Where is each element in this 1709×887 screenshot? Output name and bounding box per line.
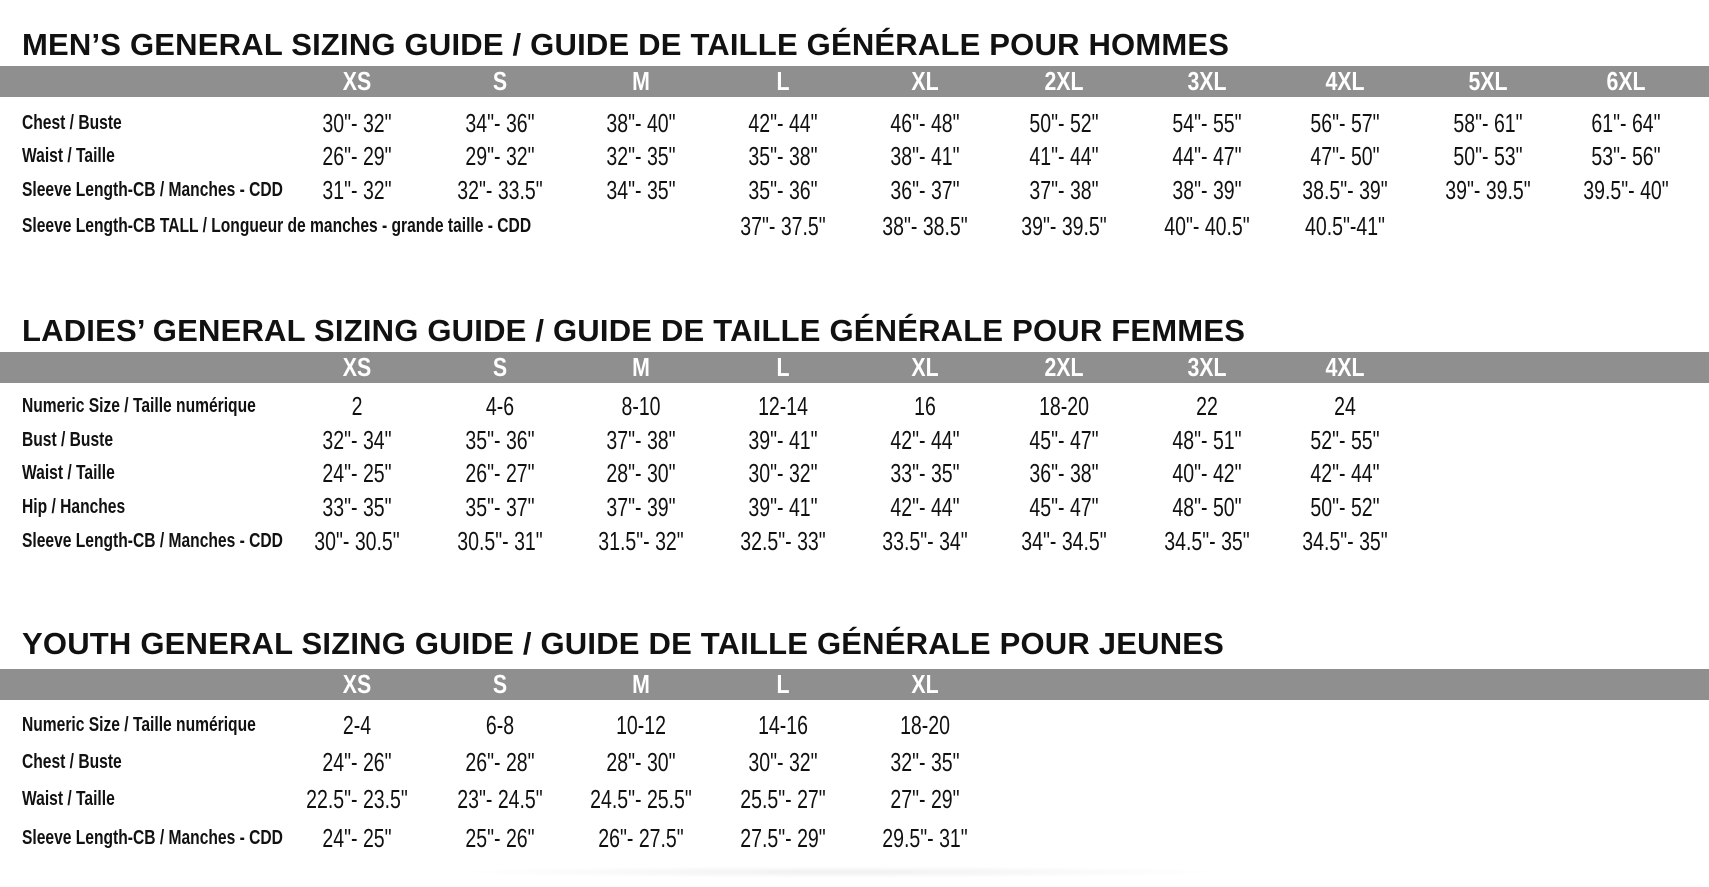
table-cell: 37"- 39" — [606, 492, 676, 522]
table-cell: 24 — [1334, 391, 1356, 421]
row-label: Sleeve Length-CB / Manches - CDD — [22, 179, 283, 201]
table-cell: 41"- 44" — [1029, 141, 1099, 171]
table-cell: 33.5"- 34" — [882, 526, 968, 556]
table-cell: 50"- 52" — [1310, 492, 1380, 522]
youth-row-numeric — [0, 709, 1709, 741]
table-cell: 31.5"- 32" — [598, 526, 684, 556]
mens-size-l: L — [776, 66, 790, 96]
table-cell: 33"- 35" — [890, 458, 960, 488]
table-cell: 8-10 — [621, 391, 661, 421]
table-cell: 30"- 32" — [322, 108, 392, 138]
table-cell: 47"- 50" — [1310, 141, 1380, 171]
table-cell: 38"- 40" — [606, 108, 676, 138]
youth-row-waist — [0, 783, 1709, 815]
ladies-size-m: M — [632, 352, 650, 382]
mens-row-sleeve — [0, 174, 1709, 206]
table-cell: 24"- 26" — [322, 747, 392, 777]
ladies-row-hip — [0, 491, 1709, 523]
table-cell: 29"- 32" — [465, 141, 535, 171]
table-cell: 40.5"-41" — [1305, 211, 1385, 241]
table-cell: 54"- 55" — [1172, 108, 1242, 138]
table-cell: 34"- 35" — [606, 175, 676, 205]
row-label: Waist / Taille — [22, 788, 115, 810]
table-cell: 34.5"- 35" — [1302, 526, 1388, 556]
mens-size-3xl: 3XL — [1187, 66, 1227, 96]
table-cell: 39"- 39.5" — [1445, 175, 1531, 205]
table-cell: 39"- 41" — [748, 425, 818, 455]
table-cell: 35"- 37" — [465, 492, 535, 522]
table-cell: 26"- 27" — [465, 458, 535, 488]
mens-row-waist — [0, 140, 1709, 172]
table-cell: 26"- 29" — [322, 141, 392, 171]
table-cell: 37"- 37.5" — [740, 211, 826, 241]
ladies-size-2xl: 2XL — [1044, 352, 1084, 382]
table-cell: 61"- 64" — [1591, 108, 1661, 138]
youth-row-sleeve — [0, 822, 1709, 854]
table-cell: 25"- 26" — [465, 823, 535, 853]
table-cell: 42"- 44" — [890, 492, 960, 522]
ladies-size-s: S — [492, 352, 508, 382]
table-cell: 14-16 — [758, 710, 808, 740]
bottom-shadow — [450, 866, 1230, 878]
table-cell: 45"- 47" — [1029, 425, 1099, 455]
ladies-row-bust — [0, 424, 1709, 456]
table-cell: 28"- 30" — [606, 747, 676, 777]
table-cell: 16 — [914, 391, 936, 421]
table-cell: 30.5"- 31" — [457, 526, 543, 556]
ladies-size-3xl: 3XL — [1187, 352, 1227, 382]
table-cell: 28"- 30" — [606, 458, 676, 488]
ladies-size-xs: XS — [342, 352, 372, 382]
table-cell: 24"- 25" — [322, 458, 392, 488]
mens-size-xl: XL — [911, 66, 939, 96]
mens-sizing-title: MEN’S GENERAL SIZING GUIDE / GUIDE DE TAILLE GÉNÉRALE POUR HOMMES — [22, 27, 1230, 62]
ladies-row-numeric — [0, 390, 1709, 422]
table-cell: 37"- 38" — [606, 425, 676, 455]
row-label: Sleeve Length-CB / Manches - CDD — [22, 827, 283, 849]
mens-row-sleeve-tall — [0, 210, 1709, 242]
row-label: Hip / Hanches — [22, 496, 126, 518]
table-cell: 26"- 28" — [465, 747, 535, 777]
youth-size-xs: XS — [342, 669, 372, 699]
ladies-sizing-title: LADIES’ GENERAL SIZING GUIDE / GUIDE DE TAILLE GÉNÉRALE POUR FEMMES — [22, 313, 1246, 348]
table-cell: 29.5"- 31" — [882, 823, 968, 853]
row-label: Numeric Size / Taille numérique — [22, 714, 256, 736]
row-label: Numeric Size / Taille numérique — [22, 395, 256, 417]
mens-size-m: M — [632, 66, 650, 96]
table-cell: 30"- 32" — [748, 458, 818, 488]
row-label: Chest / Buste — [22, 751, 122, 773]
ladies-row-sleeve — [0, 525, 1709, 557]
table-cell: 36"- 38" — [1029, 458, 1099, 488]
table-cell: 27.5"- 29" — [740, 823, 826, 853]
table-cell: 32"- 35" — [890, 747, 960, 777]
mens-size-4xl: 4XL — [1325, 66, 1365, 96]
table-cell: 18-20 — [900, 710, 950, 740]
table-cell: 42"- 44" — [748, 108, 818, 138]
table-cell: 39"- 39.5" — [1021, 211, 1107, 241]
table-cell: 38"- 39" — [1172, 175, 1242, 205]
ladies-size-header — [0, 352, 1709, 383]
youth-sizing-title: YOUTH GENERAL SIZING GUIDE / GUIDE DE TAILLE GÉNÉRALE POUR JEUNES — [22, 626, 1225, 661]
table-cell: 53"- 56" — [1591, 141, 1661, 171]
table-cell: 32"- 33.5" — [457, 175, 543, 205]
table-cell: 32.5"- 33" — [740, 526, 826, 556]
table-cell: 44"- 47" — [1172, 141, 1242, 171]
table-cell: 22 — [1196, 391, 1218, 421]
table-cell: 39"- 41" — [748, 492, 818, 522]
ladies-size-xl: XL — [911, 352, 939, 382]
table-cell: 24.5"- 25.5" — [590, 784, 692, 814]
table-cell: 2 — [351, 391, 363, 421]
table-cell: 32"- 34" — [322, 425, 392, 455]
mens-size-6xl: 6XL — [1606, 66, 1646, 96]
table-cell: 33"- 35" — [322, 492, 392, 522]
mens-size-xs: XS — [342, 66, 372, 96]
table-cell: 12-14 — [758, 391, 808, 421]
youth-size-header — [0, 669, 1709, 700]
table-cell: 10-12 — [616, 710, 666, 740]
ladies-size-4xl: 4XL — [1325, 352, 1365, 382]
table-cell: 34"- 34.5" — [1021, 526, 1107, 556]
table-cell: 24"- 25" — [322, 823, 392, 853]
table-cell: 30"- 32" — [748, 747, 818, 777]
mens-size-header — [0, 66, 1709, 97]
table-cell: 35"- 36" — [748, 175, 818, 205]
mens-size-s: S — [492, 66, 508, 96]
table-cell: 38"- 38.5" — [882, 211, 968, 241]
table-cell: 39.5"- 40" — [1583, 175, 1669, 205]
table-cell: 42"- 44" — [890, 425, 960, 455]
table-cell: 34"- 36" — [465, 108, 535, 138]
table-cell: 48"- 51" — [1172, 425, 1242, 455]
table-cell: 34.5"- 35" — [1164, 526, 1250, 556]
table-cell: 48"- 50" — [1172, 492, 1242, 522]
table-cell: 50"- 52" — [1029, 108, 1099, 138]
table-cell: 42"- 44" — [1310, 458, 1380, 488]
table-cell: 36"- 37" — [890, 175, 960, 205]
table-cell: 22.5"- 23.5" — [306, 784, 408, 814]
table-cell: 50"- 53" — [1453, 141, 1523, 171]
table-cell: 38"- 41" — [890, 141, 960, 171]
row-label: Waist / Taille — [22, 145, 115, 167]
table-cell: 31"- 32" — [322, 175, 392, 205]
youth-size-s: S — [492, 669, 508, 699]
ladies-row-waist — [0, 457, 1709, 489]
mens-row-chest — [0, 107, 1709, 139]
table-cell: 35"- 38" — [748, 141, 818, 171]
table-cell: 37"- 38" — [1029, 175, 1099, 205]
mens-size-5xl: 5XL — [1468, 66, 1508, 96]
youth-row-chest — [0, 746, 1709, 778]
row-label: Chest / Buste — [22, 112, 122, 134]
row-label: Waist / Taille — [22, 462, 115, 484]
table-cell: 40"- 42" — [1172, 458, 1242, 488]
table-cell: 35"- 36" — [465, 425, 535, 455]
table-cell: 2-4 — [342, 710, 372, 740]
table-cell: 27"- 29" — [890, 784, 960, 814]
ladies-size-l: L — [776, 352, 790, 382]
table-cell: 46"- 48" — [890, 108, 960, 138]
row-label: Bust / Buste — [22, 429, 114, 451]
youth-size-l: L — [776, 669, 790, 699]
mens-size-2xl: 2XL — [1044, 66, 1084, 96]
table-cell: 6-8 — [485, 710, 515, 740]
youth-size-xl: XL — [911, 669, 939, 699]
table-cell: 56"- 57" — [1310, 108, 1380, 138]
table-cell: 23"- 24.5" — [457, 784, 543, 814]
table-cell: 4-6 — [485, 391, 515, 421]
table-cell: 30"- 30.5" — [314, 526, 400, 556]
table-cell: 25.5"- 27" — [740, 784, 826, 814]
table-cell: 58"- 61" — [1453, 108, 1523, 138]
table-cell: 52"- 55" — [1310, 425, 1380, 455]
table-cell: 18-20 — [1039, 391, 1089, 421]
row-label: Sleeve Length-CB TALL / Longueur de manches - grande taille - CDD — [22, 215, 532, 237]
table-cell: 26"- 27.5" — [598, 823, 684, 853]
table-cell: 38.5"- 39" — [1302, 175, 1388, 205]
table-cell: 45"- 47" — [1029, 492, 1099, 522]
row-label: Sleeve Length-CB / Manches - CDD — [22, 530, 283, 552]
youth-size-m: M — [632, 669, 650, 699]
table-cell: 40"- 40.5" — [1164, 211, 1250, 241]
table-cell: 32"- 35" — [606, 141, 676, 171]
